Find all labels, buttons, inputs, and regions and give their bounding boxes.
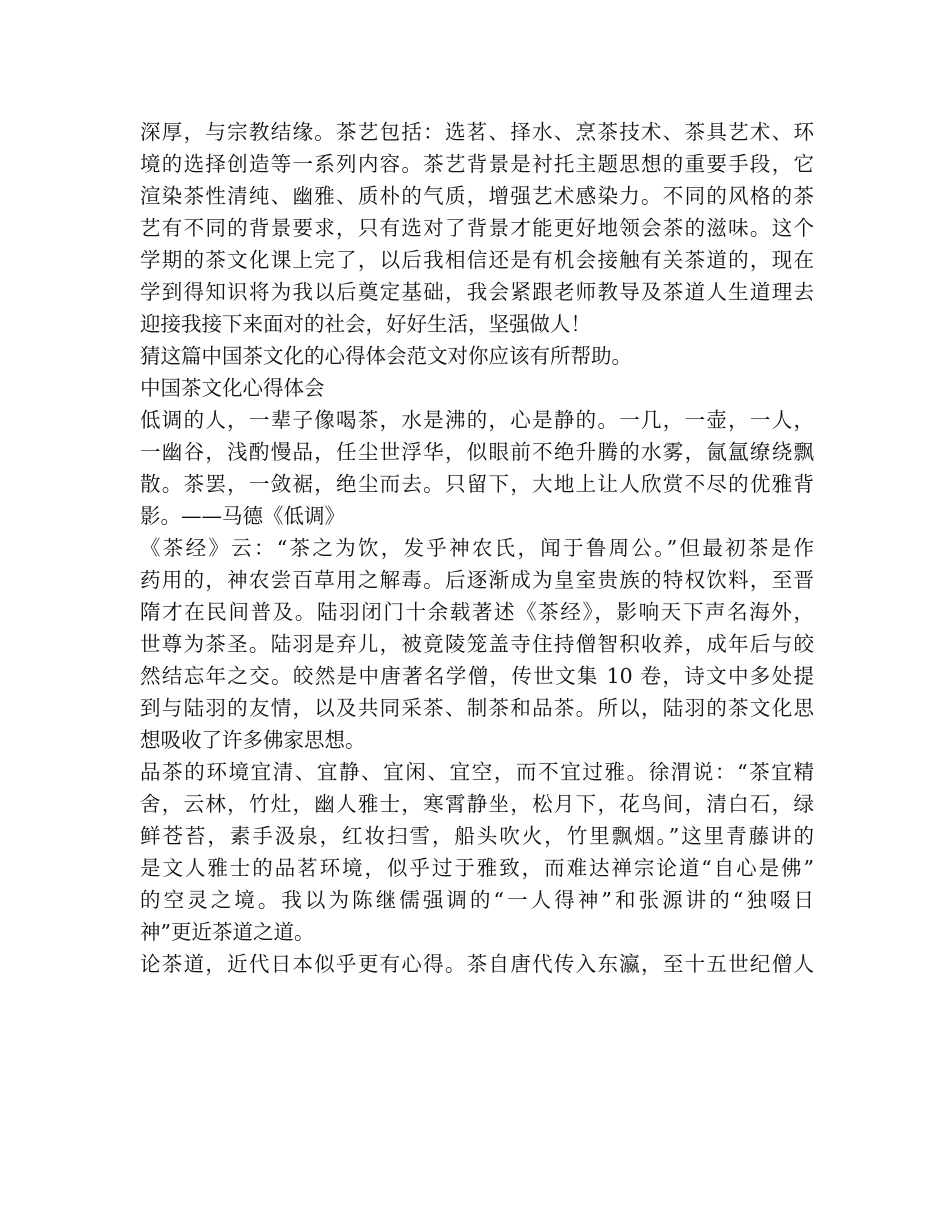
text-line: 散。茶罢，一敛裾，绝尘而去。只留下，大地上让人欣赏不尽的优雅背 [140, 472, 814, 496]
text-line: 学期的茶文化课上完了，以后我相信还是有机会接触有关茶道的，现在 [140, 248, 814, 272]
text-line: 论茶道，近代日本似乎更有心得。茶自唐代传入东瀛，至十五世纪僧人 [140, 952, 814, 976]
text-line: 神”更近茶道之道。 [140, 920, 315, 944]
text-line: 想吸收了许多佛家思想。 [140, 728, 366, 752]
text-line: 迎接我接下来面对的社会，好好生活，坚强做人！ [140, 312, 591, 336]
text-line: 一幽谷，浅酌慢品，任尘世浮华，似眼前不绝升腾的水雾，氤氲缭绕飘 [140, 440, 814, 464]
document-body [140, 116, 814, 980]
text-line: 艺有不同的背景要求，只有选对了背景才能更好地领会茶的滋味。这个 [140, 216, 814, 240]
text-line: 鲜苍苔，素手汲泉，红妆扫雪，船头吹火，竹里飘烟。”这里青藤讲的 [140, 824, 814, 848]
text-line: 深厚，与宗教结缘。茶艺包括：选茗、择水、烹茶技术、茶具艺术、环 [140, 120, 814, 144]
text-line: 品茶的环境宜清、宜静、宜闲、宜空，而不宜过雅。徐渭说：“茶宜精 [140, 760, 814, 784]
text-line: 低调的人，一辈子像喝茶，水是沸的，心是静的。一几，一壶，一人， [140, 408, 814, 432]
text-line: 然结忘年之交。皎然是中唐著名学僧，传世文集 10 卷，诗文中多处提 [140, 664, 814, 688]
text-line: 舍，云林，竹灶，幽人雅士，寒霄静坐，松月下，花鸟间，清白石，绿 [140, 792, 814, 816]
text-line: 境的选择创造等一系列内容。茶艺背景是衬托主题思想的重要手段，它 [140, 152, 814, 176]
text-line: 药用的，神农尝百草用之解毒。后逐渐成为皇室贵族的特权饮料，至晋 [140, 568, 814, 592]
text-line: 世尊为茶圣。陆羽是弃儿，被竟陵笼盖寺住持僧智积收养，成年后与皎 [140, 632, 814, 656]
text-line: 是文人雅士的品茗环境，似乎过于雅致，而难达禅宗论道“自心是佛” [140, 856, 814, 880]
text-line: 的空灵之境。我以为陈继儒强调的“一人得神”和张源讲的“独啜日 [140, 888, 814, 912]
text-line: 猜这篇中国茶文化的心得体会范文对你应该有所帮助。 [140, 344, 632, 368]
text-line: 《茶经》云：“茶之为饮，发乎神农氏，闻于鲁周公。”但最初茶是作 [140, 536, 814, 560]
text-line: 隋才在民间普及。陆羽闭门十余载著述《茶经》，影响天下声名海外， [140, 600, 814, 624]
text-line: 到与陆羽的友情，以及共同采茶、制茶和品茶。所以，陆羽的茶文化思 [140, 696, 814, 720]
text-line: 渲染茶性清纯、幽雅、质朴的气质，增强艺术感染力。不同的风格的茶 [140, 184, 814, 208]
text-line: 学到得知识将为我以后奠定基础，我会紧跟老师教导及茶道人生道理去 [140, 280, 814, 304]
text-line: 影。——马德《低调》 [140, 504, 345, 528]
text-line: 中国茶文化心得体会 [140, 376, 325, 400]
